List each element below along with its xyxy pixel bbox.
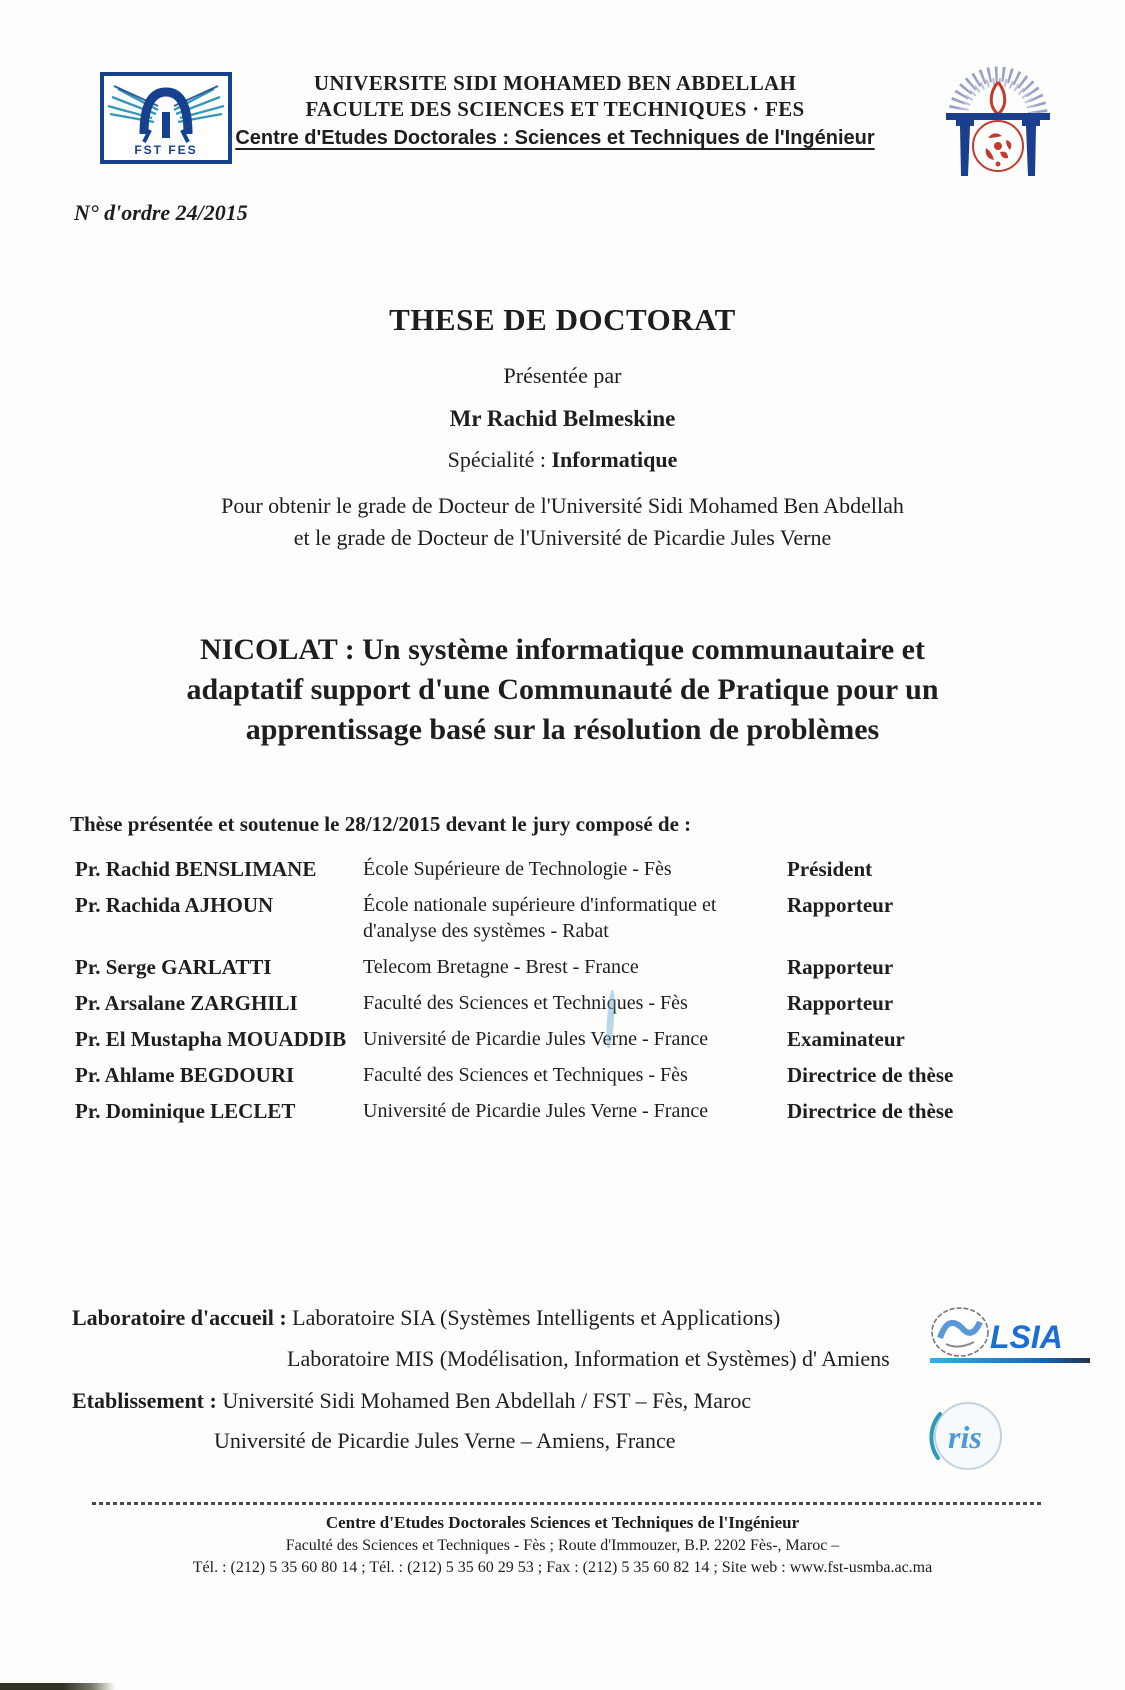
svg-text:ris: ris bbox=[948, 1419, 982, 1455]
thesis-title-line-2: adaptatif support d'une Communauté de Pratique pour un bbox=[186, 673, 939, 706]
jury-row bbox=[75, 892, 1075, 944]
jury-member-name: Pr. Arsalane ZARGHILI bbox=[75, 991, 298, 1015]
upjv-mis-logo bbox=[926, 1396, 1006, 1476]
jury-row bbox=[75, 990, 1075, 1016]
jury-member-institution: Telecom Bretagne - Brest - France bbox=[363, 956, 639, 978]
jury-member-role: Rapporteur bbox=[787, 893, 894, 917]
grade-line-2: et le grade de Docteur de l'Université de Picardie Jules Verne bbox=[293, 525, 832, 550]
jury-member-institution: Faculté des Sciences et Techniques - Fès bbox=[363, 1064, 688, 1086]
host-lab-line-1 bbox=[72, 1305, 780, 1331]
jury-member-name: Pr. El Mustapha MOUADDIB bbox=[75, 1027, 347, 1051]
jury-member-name: Pr. Rachida AJHOUN bbox=[75, 893, 274, 917]
footer-address: Faculté des Sciences et Techniques - Fès ; Route d'Immouzer, B.P. 2202 Fès-, Maroc – bbox=[285, 1537, 840, 1554]
host-lab-value: Laboratoire SIA (Systèmes Intelligents et Applications) bbox=[292, 1305, 781, 1330]
jury-member-role: Examinateur bbox=[787, 1027, 905, 1051]
svg-text:LSIA: LSIA bbox=[990, 1319, 1063, 1355]
establishment-label: Etablissement : bbox=[72, 1388, 217, 1413]
footer-center-name: Centre d'Etudes Doctorales Sciences et Techniques de l'Ingénieur bbox=[325, 1513, 800, 1532]
jury-member-institution: Université de Picardie Jules Verne - France bbox=[363, 1100, 709, 1122]
svg-text:FST FES: FST FES bbox=[134, 143, 198, 157]
jury-member-institution: École Supérieure de Technologie - Fès bbox=[363, 858, 672, 880]
thesis-heading: THESE DE DOCTORAT bbox=[389, 302, 736, 337]
host-lab-line-2: Laboratoire MIS (Modélisation, Information et Systèmes) d' Amiens bbox=[287, 1346, 890, 1371]
jury-member-role: Rapporteur bbox=[787, 955, 894, 979]
specialty-value: Informatique bbox=[551, 447, 678, 472]
jury-row bbox=[75, 1098, 1075, 1124]
scan-edge-artifact bbox=[0, 1683, 115, 1690]
jury-row bbox=[75, 856, 1075, 882]
jury-intro: Thèse présentée et soutenue le 28/12/2015 devant le jury composé de : bbox=[70, 812, 692, 836]
university-name: UNIVERSITE SIDI MOHAMED BEN ABDELLAH bbox=[313, 71, 797, 95]
host-lab-label: Laboratoire d'accueil : bbox=[72, 1305, 287, 1330]
jury-member-role: Rapporteur bbox=[787, 991, 894, 1015]
establishment-value: Université Sidi Mohamed Ben Abdellah / FST – Fès, Maroc bbox=[222, 1388, 752, 1413]
thesis-title-line-1: NICOLAT : Un système informatique communautaire et bbox=[200, 633, 925, 666]
footer-contacts: Tél. : (212) 5 35 60 80 14 ; Tél. : (212) 5 35 60 29 53 ; Fax : (212) 5 35 60 82 14 ; Site web : www.fst-usmba.ac.ma bbox=[192, 1559, 933, 1576]
establishment-line-2: Université de Picardie Jules Verne – Amiens, France bbox=[214, 1428, 676, 1453]
jury-member-name: Pr. Serge GARLATTI bbox=[75, 955, 272, 979]
grade-line-1: Pour obtenir le grade de Docteur de l'Université Sidi Mohamed Ben Abdellah bbox=[221, 493, 904, 518]
jury-row bbox=[75, 954, 1075, 980]
jury-member-role: Directrice de thèse bbox=[787, 1099, 954, 1123]
jury-member-role: Président bbox=[787, 857, 873, 881]
jury-member-institution: Faculté des Sciences et Techniques - Fès bbox=[363, 992, 688, 1014]
jury-member-institution: Université de Picardie Jules Verne - France bbox=[363, 1028, 709, 1050]
thesis-title bbox=[0, 630, 1125, 750]
jury-member-name: Pr. Dominique LECLET bbox=[75, 1099, 296, 1123]
jury-member-institution: École nationale supérieure d'informatique et d'analyse des systèmes - Rabat bbox=[363, 894, 717, 942]
jury-row bbox=[75, 1062, 1075, 1088]
lsia-logo-graphic bbox=[928, 1298, 1096, 1370]
jury-member-role: Directrice de thèse bbox=[787, 1063, 954, 1087]
presented-by-label: Présentée par bbox=[503, 363, 622, 388]
thesis-title-line-3: apprentissage basé sur la résolution de problèmes bbox=[245, 713, 880, 746]
usmba-emblem-graphic bbox=[942, 56, 1054, 186]
upjv-mis-logo-graphic bbox=[926, 1396, 1006, 1476]
author-name: Mr Rachid Belmeskine bbox=[449, 406, 676, 431]
lsia-logo bbox=[928, 1298, 1096, 1370]
jury-member-name: Pr. Ahlame BEGDOURI bbox=[75, 1063, 295, 1087]
usmba-emblem-logo bbox=[942, 56, 1054, 186]
faculty-name: FACULTE DES SCIENCES ET TECHNIQUES · FES bbox=[305, 97, 805, 121]
specialty-line bbox=[0, 447, 1125, 473]
specialty-label: Spécialité : bbox=[447, 447, 546, 472]
jury-member-name: Pr. Rachid BENSLIMANE bbox=[75, 857, 317, 881]
jury-row bbox=[75, 1026, 1075, 1052]
jury-table bbox=[75, 856, 1075, 1134]
establishment-line-1 bbox=[72, 1388, 751, 1414]
order-number: N° d'ordre 24/2015 bbox=[74, 200, 248, 225]
header-institution-block bbox=[205, 70, 905, 150]
footer-divider bbox=[92, 1502, 1042, 1505]
doctoral-center-name: Centre d'Etudes Doctorales : Sciences et Techniques de l'Ingénieur bbox=[235, 127, 875, 149]
